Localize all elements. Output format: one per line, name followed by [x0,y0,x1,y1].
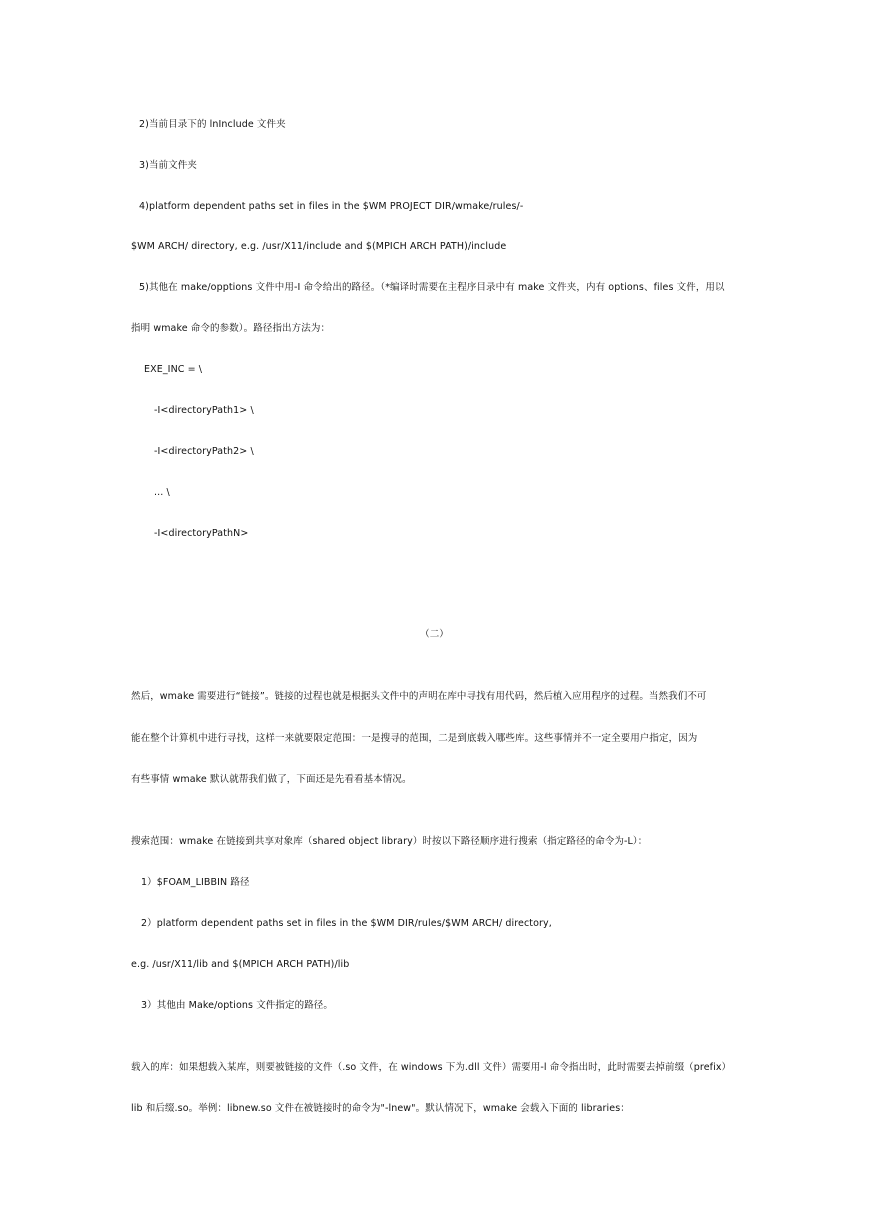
paragraph-link-defaults: 有些事情 wmake 默认就帮我们做了，下面还是先看看基本情况。 [131,774,412,785]
code-line-path-n: -I<directoryPathN> [154,528,249,539]
paragraph-loaded-libraries: 载入的库：如果想载入某库，则要被链接的文件（.so 文件，在 windows 下为.dll 文件）需要用-l 命令指出时，此时需要去掉前缀（prefix） [131,1062,732,1073]
paragraph-library-example: lib 和后缀.so。举例：libnew.so 文件在被链接时的命令为"-lnew"。默认情况下，wmake 会载入下面的 libraries： [131,1103,630,1114]
list-item-options-paths: 5)其他在 make/opptions 文件中用-I 命令给出的路径。（*编译时需要在主程序目录中有 make 文件夹，内有 options、files 文件，用以 [139,282,725,293]
list-item-platform-lib-paths: 2）platform dependent paths set in files in the $WM DIR/rules/$WM ARCH/ directory, [141,918,552,929]
code-line-ellipsis: ... \ [154,487,170,498]
paragraph-search-range: 搜索范围：wmake 在链接到共享对象库（shared object library）时按以下路径顺序进行搜索（指定路径的命令为-L）： [131,836,648,847]
code-line-path-2: -I<directoryPath2> \ [154,446,254,457]
paragraph-link-range: 能在整个计算机中进行寻找，这样一来就要限定范围：一是搜寻的范围，二是到底载入哪些库。这些事情并不一定全要用户指定，因为 [131,733,698,744]
paragraph-link-intro: 然后，wmake 需要进行“链接”。链接的过程也就是根据头文件中的声明在库中寻找有用代码，然后植入应用程序的过程。当然我们不可 [131,691,707,702]
list-item-make-options-paths: 3）其他由 Make/options 文件指定的路径。 [141,1000,333,1011]
list-item-include-folder: 2)当前目录下的 lnInclude 文件夹 [139,119,286,130]
list-item-platform-paths: 4)platform dependent paths set in files in the $WM PROJECT DIR/wmake/rules/- [139,201,524,212]
section-heading: （二） [420,629,449,640]
list-item-foam-libbin: 1）$FOAM_LIBBIN 路径 [141,877,250,888]
code-line-exe-inc: EXE_INC = \ [144,364,203,375]
code-line-path-1: -I<directoryPath1> \ [154,405,254,416]
paragraph-path-method: 指明 wmake 命令的参数）。路径指出方法为： [131,323,331,334]
list-item-platform-lib-paths-continued: e.g. /usr/X11/lib and $(MPICH ARCH PATH)/lib [131,959,350,970]
list-item-platform-paths-continued: $WM ARCH/ directory, e.g. /usr/X11/include and $(MPICH ARCH PATH)/include [131,241,507,252]
list-item-current-folder: 3)当前文件夹 [139,160,197,171]
